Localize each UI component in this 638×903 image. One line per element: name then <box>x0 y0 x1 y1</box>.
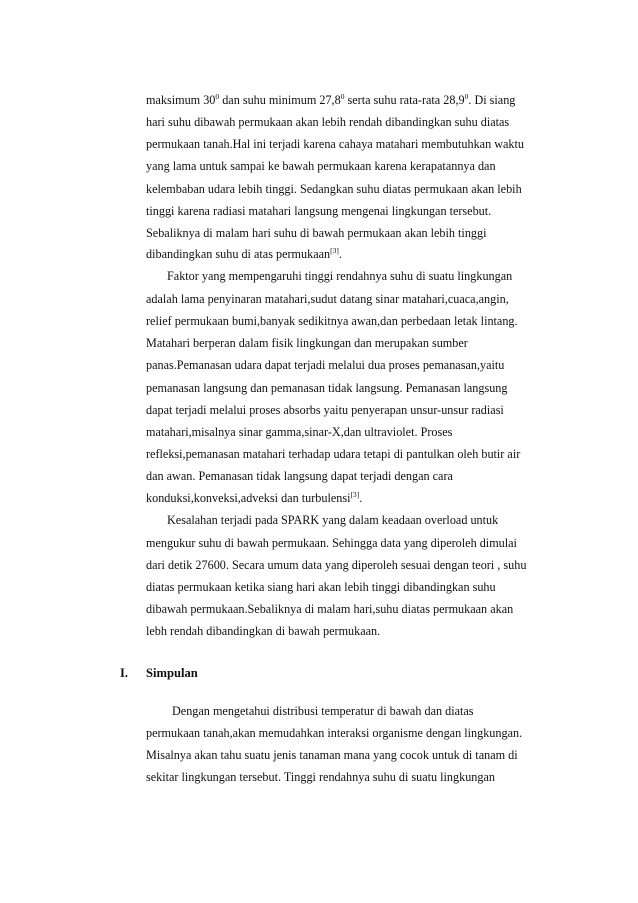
body-line-17: refleksi,pemanasan matahari terhadap udara tetapi di pantulkan oleh butir air <box>146 447 521 461</box>
conclusion-line-4: sekitar lingkungan tersebut. Tinggi rendahnya suhu di suatu lingkungan <box>146 770 495 784</box>
body-line-3: permukaan tanah.Hal ini terjadi karena cahaya matahari membutuhkan waktu <box>146 137 524 151</box>
body-line-11: relief permukaan bumi,banyak sedikitnya awan,dan perbedaan letak lintang. <box>146 314 518 328</box>
body-line-22: dari detik 27600. Secara umum data yang diperoleh sesuai dengan teori , suhu <box>146 558 527 572</box>
body-line-9: Faktor yang mempengaruhi tinggi rendahnya suhu di suatu lingkungan <box>167 269 513 283</box>
conclusion-line-3: Misalnya akan tahu suatu jenis tanaman mana yang cocok untuk di tanam di <box>146 748 518 762</box>
body-line-21: mengukur suhu di bawah permukaan. Sehingga data yang diperoleh dimulai <box>146 536 517 550</box>
body-line-12: Matahari berperan dalam fisik lingkungan dan merupakan sumber <box>146 336 468 350</box>
body-line-10: adalah lama penyinaran matahari,sudut datang sinar matahari,cuaca,angin, <box>146 292 509 306</box>
body-line-16: matahari,misalnya sinar gamma,sinar-X,dan ultraviolet. Proses <box>146 425 453 439</box>
section-heading <box>120 666 198 681</box>
body-line-1: maksimum $30^0$ dan suhu minimum 27,8$^0$ serta suhu rata-rata 28,9$^0$. Di siang <box>146 92 516 107</box>
body-line-14: pemanasan langsung dan pemanasan tidak langsung. Pemanasan langsung <box>146 381 508 395</box>
body-line-8: dibandingkan suhu di atas permukaan[3]. <box>146 246 342 261</box>
body-line-23: diatas permukaan ketika siang hari akan lebih tinggi dibandingkan suhu <box>146 580 496 594</box>
section-title: Simpulan <box>146 666 198 680</box>
body-line-13: panas.Pemanasan udara dapat terjadi melalui dua proses pemanasan,yaitu <box>146 358 505 372</box>
body-line-20: Kesalahan terjadi pada SPARK yang dalam keadaan overload untuk <box>167 513 499 527</box>
body-line-2: hari suhu dibawah permukaan akan lebih rendah dibandingkan suhu diatas <box>146 115 510 129</box>
body-line-25: lebh rendah dibandingkan di bawah permukaan. <box>146 624 381 638</box>
body-line-24: dibawah permukaan.Sebaliknya di malam hari,suhu diatas permukaan akan <box>146 602 514 616</box>
body-line-15: dapat terjadi melalui proses absorbs yaitu penyerapan unsur-unsur radiasi <box>146 403 504 417</box>
body-line-18: dan awan. Pemanasan tidak langsung dapat terjadi dengan cara <box>146 469 453 483</box>
section-number: I. <box>120 666 129 680</box>
body-line-19: konduksi,konveksi,adveksi dan turbulensi[3]. <box>146 490 363 505</box>
body-line-5: kelembaban udara lebih tinggi. Sedangkan suhu diatas permukaan akan lebih <box>146 182 522 196</box>
body-line-4: yang lama untuk sampai ke bawah permukaan karena kerapatannya dan <box>146 159 496 173</box>
conclusion-line-1: Dengan mengetahui distribusi temperatur di bawah dan diatas <box>172 704 474 718</box>
conclusion-line-2: permukaan tanah,akan memudahkan interaksi organisme dengan lingkungan. <box>146 726 523 740</box>
body-line-6: tinggi karena radiasi matahari langsung mengenai lingkungan tersebut. <box>146 204 492 218</box>
body-line-7: Sebaliknya di malam hari suhu di bawah permukaan akan lebih tinggi <box>146 226 487 240</box>
